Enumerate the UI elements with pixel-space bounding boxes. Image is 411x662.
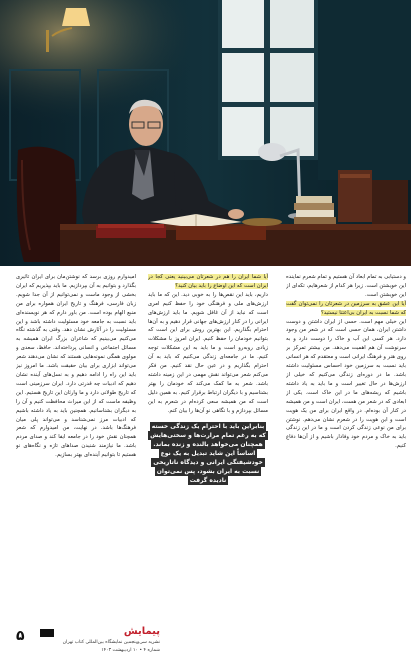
- page-footer: [0, 626, 411, 662]
- question-highlight-text: آیا این عشق به سرزمین در شعرتان را نمی‌توان گفت که شما نسبت به ایران بی‌اعتنا نیستید؟: [286, 300, 406, 316]
- issue-line: شماره ۴ • ۱۰ اردیبهشت ۱۴۰۳: [101, 648, 160, 653]
- pull-quote: [148, 422, 268, 485]
- page-number: ۵: [16, 628, 25, 644]
- column-right: [286, 273, 406, 611]
- article-text-right: این خیلی مهم است. حسی از ایران داشتن و دوست داشتن ایران، همان حسی است که در شعر من وجود دارد. هر کسی این آب و خاک را دوست دارد و به سرنوشت آن هم اهمیت می‌دهد. من بیشتر تمرکز بر روی هنر و فرهنگ ایرانی است و معتقدم که هر انسانی باید نسبت به سرزمین خود احساس مسئولیت داشته باشد. ما در دوره‌ای زندگی می‌کنیم که خیلی از ارزش‌ها در حال تغییر است و ما باید به یاد داشته باشیم که ریشه‌های ما در این خاک است. یکی از ابعادی که در شعر من هست، ایران است و من همیشه در کنار آن بوده‌ام. در واقع ایران برای من یک هویت است و این هویت را در شعرم نشان می‌دهم. نوشتن برای من نوعی زندگی کردن است و ما در این زندگی باید به خاک و مردم خود وفادار باشیم و از آن‌ها دفاع کنیم.: [286, 318, 406, 450]
- column-left: [16, 273, 136, 611]
- publication-logo: [40, 626, 160, 660]
- article-text-left: امیدوارم روزی برسد که نوشتن‌مان برای ایران تاثیری بگذارد و بتوانیم به آن بپردازیم. ما باید بپذیریم که ایران بخشی از وجود ماست و نمی‌توانیم از آن جدا شویم. زبان فارسی، فرهنگ و تاریخ ایران همواره برای من منبع الهام بوده است. من باور دارم که هر نویسنده‌ای باید نسبت به جامعه خود مسئولیت داشته باشد و این مسئولیت را در آثارش نشان دهد. وقتی به گذشته نگاه می‌کنیم می‌بینیم که شاعران بزرگ ایران همیشه به مسائل اجتماعی و انسانی پرداخته‌اند. حافظ، سعدی و مولوی همگی نمونه‌هایی هستند که نشان می‌دهند شعر می‌تواند ابزاری برای بیان حقیقت باشد. ما امروز نیز باید این راه را ادامه دهیم و به نسل‌های آینده نشان دهیم که ادبیات چه قدرتی دارد. ایران سرزمینی است که تاریخ طولانی دارد و ما وارثان این تاریخ هستیم. این وظیفه ماست که از این میراث محافظت کنیم و آن را به دیگران بشناسانیم. همچنین باید به یاد داشته باشیم که ادبیات مرز نمی‌شناسد و می‌تواند پلی میان فرهنگ‌ها باشد. در نهایت، من امیدوارم که شعر همچنان نقش خود را در جامعه ایفا کند و صدای مردم باشد. ما نیازمند شنیدن صداهای تازه و نگاه‌های نو هستیم تا بتوانیم آینده‌ای بهتر بسازیم.: [16, 274, 136, 459]
- middle-highlight-text: آیا شما ایران را هم در شعرتان می‌بینید یعنی کجا در ایران است که این اوضاع را باید بیان کنید؟: [148, 274, 268, 289]
- column-middle: [148, 273, 268, 611]
- pull-quote-text: بنابراین باید با احترام یک زندگی خسته که به رغم تمام مرارت‌ها و سختی‌هایش همچنان می‌خواهد بالنده و زنده بماند. اساساً این شاید تبدیل به یک نوع خودشیفتگی ایرانی و دیدگاه ناتاریخی نسبت به ایران بشود، پس نمی‌توان نادیده گرفت: [150, 422, 266, 484]
- publication-line: نشریه سی‌وپنجمین نمایشگاه بین‌المللی کتاب تهران: [62, 640, 160, 645]
- man-at-desk-photo: [0, 0, 411, 266]
- interview-question-middle: [148, 273, 268, 291]
- logo-text: پیمایش: [123, 626, 160, 637]
- article-text-middle: داریم، باید این نقص‌ها را به خوبی دید. این که ما باید ارزش‌های ملی و فرهنگی خود را حفظ کنیم امری است که نباید از آن غافل شویم. ما باید ارزش‌های ایرانی را در کنار ارزش‌های جهانی قرار دهیم و به آن‌ها احترام بگذاریم. این بهترین روش برای این است که بتوانیم خودمان را حفظ کنیم. ایران امروز با مشکلات زیادی روبه‌رو است و ما باید به این مشکلات توجه کنیم. ما در جامعه‌ای زندگی می‌کنیم که باید به آن احترام بگذاریم و در عین حال نقد کنیم. من فکر می‌کنم شعر می‌تواند نقش مهمی در این زمینه داشته باشد. شعر به ما کمک می‌کند که خودمان را بهتر بشناسیم و با دیگران ارتباط برقرار کنیم. به همین دلیل است که من همیشه سعی کرده‌ام در شعرم به این مسائل بپردازم و با نگاهی نو آن‌ها را بیان کنم.: [148, 291, 268, 414]
- interview-question-highlight: [286, 300, 406, 318]
- cover-photo: [0, 0, 411, 266]
- logo-mark-icon: [40, 629, 54, 637]
- article-text-right-intro: و دستیابی به تمام ابعاد آن هستیم و تمام شعرم نماینده این خویشتن است. زیرا هر کدام از شعرهایم، تکه‌ای از این خویشتن است.: [286, 274, 406, 298]
